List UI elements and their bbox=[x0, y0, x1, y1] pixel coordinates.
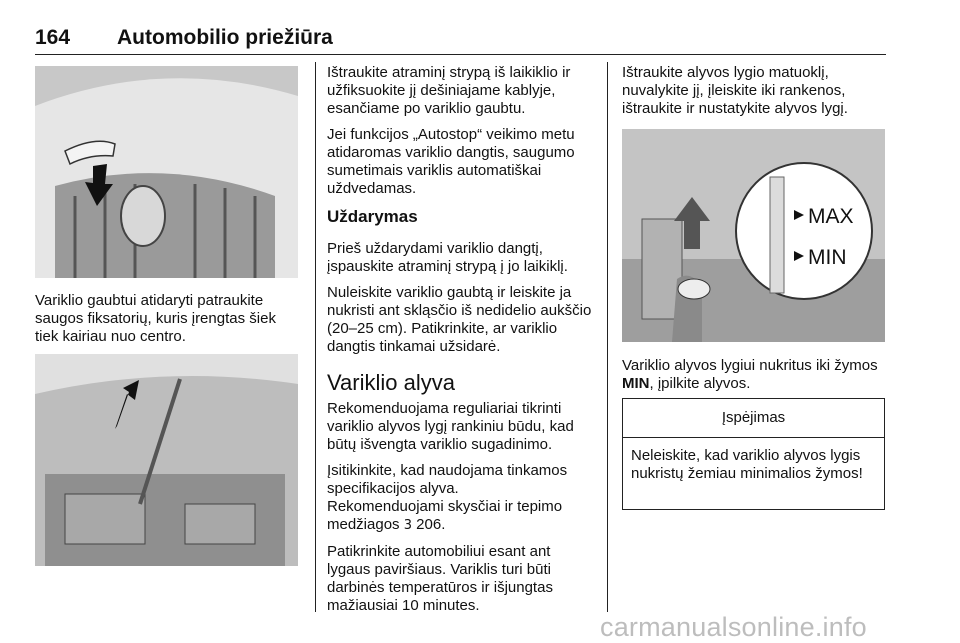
column-3-text bbox=[622, 64, 887, 126]
paragraph-oil-conditions: Patikrinkite automobiliui esant ant lygaus paviršiaus. Variklis turi būti darbinės temperatūros ir išjungtas mažiausiai 10 minutes. bbox=[327, 543, 553, 614]
page-title: Automobilio priežiūra bbox=[117, 26, 333, 49]
paragraph-oil-spec: Įsitikinkite, kad naudojama tinkamos specifikacijos alyva. Rekomenduojami skysčiai ir tepimo medžiagos 3 206. bbox=[327, 462, 568, 533]
page-reference-link[interactable]: 206. bbox=[416, 516, 446, 533]
paragraph-autostop: Jei funkcijos „Autostop“ veikimo metu atidaromas variklio dangtis, saugumo sumetimais variklis automatiškai uždvedamas. bbox=[327, 126, 575, 197]
page-header bbox=[35, 26, 886, 55]
warning-box bbox=[622, 398, 885, 510]
page-reference-icon: 3 bbox=[403, 518, 412, 533]
column-2-text bbox=[327, 64, 597, 623]
heading-closing: Uždarymas bbox=[327, 207, 418, 226]
dipstick-max-label: MAX bbox=[808, 205, 854, 228]
column-divider bbox=[607, 62, 608, 612]
paragraph-oil-check: Rekomenduojama reguliariai tikrinti variklio alyvos lygį rankiniu būdu, kad būtų išvengta variklio sugadinimo. bbox=[327, 400, 574, 453]
paragraph-closing-1: Prieš uždarydami variklio dangtį, įspauskite atraminį strypą į jo laikiklį. bbox=[327, 240, 568, 275]
column-divider bbox=[315, 62, 316, 612]
page-number: 164 bbox=[35, 26, 71, 49]
watermark: carmanualsonline.info bbox=[600, 612, 867, 642]
column-3-text-2 bbox=[622, 357, 887, 401]
hood-release-illustration bbox=[35, 66, 298, 278]
min-mark-label: MIN bbox=[622, 375, 650, 392]
paragraph-min-level: Variklio alyvos lygiui nukritus iki žymos MIN, įpilkite alyvos. bbox=[622, 357, 878, 392]
caption-hood-release: Variklio gaubtui atidaryti patraukite saugos fiksatorių, kuris įrengtas šiek tiek kairiau nuo centro. bbox=[35, 292, 276, 345]
hood-prop-rod-illustration bbox=[35, 354, 298, 566]
column-1-text bbox=[35, 292, 300, 354]
paragraph-dipstick: Ištraukite alyvos lygio matuoklį, nuvalykite jį, įleiskite iki rankenos, ištraukite ir nustatykite alyvos lygį. bbox=[622, 64, 848, 117]
dipstick-min-label: MIN bbox=[808, 246, 847, 269]
warning-title: Įspėjimas bbox=[623, 399, 884, 438]
dipstick-illustration bbox=[622, 129, 885, 342]
paragraph-closing-2: Nuleiskite variklio gaubtą ir leiskite ja nukristi ant skląsčio iš nedidelio aukščio (20–25 cm). Patikrinkite, ar variklio dangtis tinkamai užsidarė. bbox=[327, 284, 592, 355]
paragraph-prop-rod: Ištraukite atraminį strypą iš laikiklio ir užfiksuokite jį dešiniajame kablyje, esančiame po variklio gaubtu. bbox=[327, 64, 571, 117]
heading-engine-oil: Variklio alyva bbox=[327, 370, 455, 395]
warning-text: Neleiskite, kad variklio alyvos lygis nukristų žemiau minimalios žymos! bbox=[631, 447, 863, 482]
